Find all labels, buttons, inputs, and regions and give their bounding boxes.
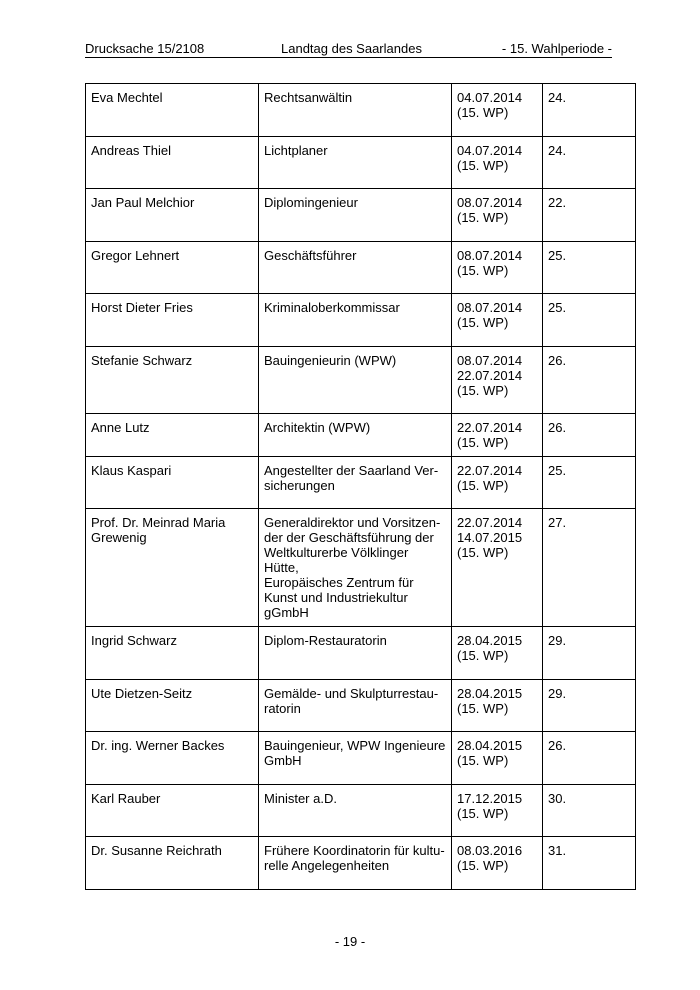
hearing-date: (15. WP) bbox=[457, 478, 509, 493]
table-row bbox=[86, 837, 636, 890]
session-number: 25. bbox=[543, 457, 636, 509]
witness-name: Ingrid Schwarz bbox=[86, 627, 259, 680]
witness-occupation: Frühere Koordinatorin für kultu- relle Angelegenheiten bbox=[259, 837, 452, 890]
hearing-dates bbox=[452, 680, 543, 732]
table-row bbox=[86, 84, 636, 137]
witness-name: Gregor Lehnert bbox=[86, 242, 259, 294]
witness-occupation: Geschäftsführer bbox=[259, 242, 452, 294]
witness-occupation: Generaldirektor und Vorsitzen- der der Geschäftsführung der Weltkulturerbe Völklinger Hütte, Europäisches Zentrum für Kunst und Industriekultur gGmbH bbox=[259, 509, 452, 627]
witness-occupation: Diplomingenieur bbox=[259, 189, 452, 242]
session-number: 25. bbox=[543, 294, 636, 347]
hearing-date: (15. WP) bbox=[457, 158, 509, 173]
hearing-date: (15. WP) bbox=[457, 701, 509, 716]
hearing-date: 08.03.2016 bbox=[457, 843, 523, 858]
witness-occupation: Bauingenieurin (WPW) bbox=[259, 347, 452, 414]
hearing-dates bbox=[452, 732, 543, 785]
witness-occupation: Kriminaloberkommissar bbox=[259, 294, 452, 347]
hearing-date: 22.07.2014 bbox=[457, 368, 523, 383]
parliament-name: Landtag des Saarlandes bbox=[281, 41, 422, 56]
witness-name: Ute Dietzen-Seitz bbox=[86, 680, 259, 732]
legislative-period: - 15. Wahlperiode - bbox=[501, 41, 612, 56]
hearing-date: 04.07.2014 bbox=[457, 143, 523, 158]
hearing-date: (15. WP) bbox=[457, 210, 509, 225]
session-number: 24. bbox=[543, 84, 636, 137]
hearing-date: (15. WP) bbox=[457, 315, 509, 330]
hearing-date: (15. WP) bbox=[457, 648, 509, 663]
witness-occupation: Bauingenieur, WPW Ingenieure GmbH bbox=[259, 732, 452, 785]
table-row bbox=[86, 627, 636, 680]
table-row bbox=[86, 732, 636, 785]
hearing-date: 08.07.2014 bbox=[457, 248, 523, 263]
hearing-date: 28.04.2015 bbox=[457, 633, 523, 648]
session-number: 29. bbox=[543, 680, 636, 732]
header-divider bbox=[85, 57, 612, 58]
session-number: 26. bbox=[543, 347, 636, 414]
hearing-dates bbox=[452, 509, 543, 627]
witness-name: Karl Rauber bbox=[86, 785, 259, 837]
witness-name: Stefanie Schwarz bbox=[86, 347, 259, 414]
hearing-dates bbox=[452, 84, 543, 137]
witness-occupation: Angestellter der Saarland Ver- sicherungen bbox=[259, 457, 452, 509]
witness-occupation: Rechtsanwältin bbox=[259, 84, 452, 137]
hearing-date: 04.07.2014 bbox=[457, 90, 523, 105]
hearing-dates bbox=[452, 414, 543, 457]
hearing-date: 17.12.2015 bbox=[457, 791, 523, 806]
table-row bbox=[86, 347, 636, 414]
witness-occupation: Diplom-Restauratorin bbox=[259, 627, 452, 680]
table-row bbox=[86, 680, 636, 732]
table-row bbox=[86, 414, 636, 457]
hearing-date: (15. WP) bbox=[457, 753, 509, 768]
session-number: 26. bbox=[543, 732, 636, 785]
session-number: 24. bbox=[543, 137, 636, 189]
hearing-dates bbox=[452, 347, 543, 414]
witness-table bbox=[85, 83, 636, 890]
hearing-date: 08.07.2014 bbox=[457, 300, 523, 315]
hearing-date: 14.07.2015 bbox=[457, 530, 523, 545]
hearing-dates bbox=[452, 785, 543, 837]
hearing-dates bbox=[452, 294, 543, 347]
hearing-date: 28.04.2015 bbox=[457, 686, 523, 701]
table-row bbox=[86, 785, 636, 837]
table-row bbox=[86, 137, 636, 189]
hearing-date: (15. WP) bbox=[457, 435, 509, 450]
witness-name: Klaus Kaspari bbox=[86, 457, 259, 509]
witness-occupation: Gemälde- und Skulpturrestau- ratorin bbox=[259, 680, 452, 732]
witness-occupation: Lichtplaner bbox=[259, 137, 452, 189]
hearing-date: 08.07.2014 bbox=[457, 195, 523, 210]
hearing-date: (15. WP) bbox=[457, 383, 509, 398]
page-number: - 19 - bbox=[334, 934, 366, 949]
witness-table-body bbox=[86, 84, 636, 890]
hearing-date: 22.07.2014 bbox=[457, 463, 523, 478]
table-row bbox=[86, 294, 636, 347]
hearing-date: (15. WP) bbox=[457, 806, 509, 821]
hearing-date: (15. WP) bbox=[457, 105, 509, 120]
hearing-date: (15. WP) bbox=[457, 263, 509, 278]
hearing-date: 22.07.2014 bbox=[457, 515, 523, 530]
witness-name: Jan Paul Melchior bbox=[86, 189, 259, 242]
hearing-dates bbox=[452, 189, 543, 242]
session-number: 26. bbox=[543, 414, 636, 457]
table-row bbox=[86, 509, 636, 627]
table-row bbox=[86, 457, 636, 509]
witness-name: Eva Mechtel bbox=[86, 84, 259, 137]
page-header bbox=[85, 40, 612, 58]
hearing-date: 22.07.2014 bbox=[457, 420, 523, 435]
hearing-dates bbox=[452, 457, 543, 509]
hearing-dates bbox=[452, 837, 543, 890]
witness-name: Andreas Thiel bbox=[86, 137, 259, 189]
hearing-date: (15. WP) bbox=[457, 545, 509, 560]
witness-name: Anne Lutz bbox=[86, 414, 259, 457]
witness-name: Dr. ing. Werner Backes bbox=[86, 732, 259, 785]
table-row bbox=[86, 189, 636, 242]
session-number: 22. bbox=[543, 189, 636, 242]
hearing-dates bbox=[452, 137, 543, 189]
document-number: Drucksache 15/2108 bbox=[85, 41, 205, 56]
witness-occupation: Architektin (WPW) bbox=[259, 414, 452, 457]
session-number: 30. bbox=[543, 785, 636, 837]
session-number: 31. bbox=[543, 837, 636, 890]
witness-name: Prof. Dr. Meinrad Maria Grewenig bbox=[86, 509, 259, 627]
session-number: 25. bbox=[543, 242, 636, 294]
witness-name: Horst Dieter Fries bbox=[86, 294, 259, 347]
hearing-date: (15. WP) bbox=[457, 858, 509, 873]
hearing-dates bbox=[452, 627, 543, 680]
session-number: 29. bbox=[543, 627, 636, 680]
witness-occupation: Minister a.D. bbox=[259, 785, 452, 837]
hearing-dates bbox=[452, 242, 543, 294]
witness-name: Dr. Susanne Reichrath bbox=[86, 837, 259, 890]
hearing-date: 08.07.2014 bbox=[457, 353, 523, 368]
table-row bbox=[86, 242, 636, 294]
session-number: 27. bbox=[543, 509, 636, 627]
hearing-date: 28.04.2015 bbox=[457, 738, 523, 753]
